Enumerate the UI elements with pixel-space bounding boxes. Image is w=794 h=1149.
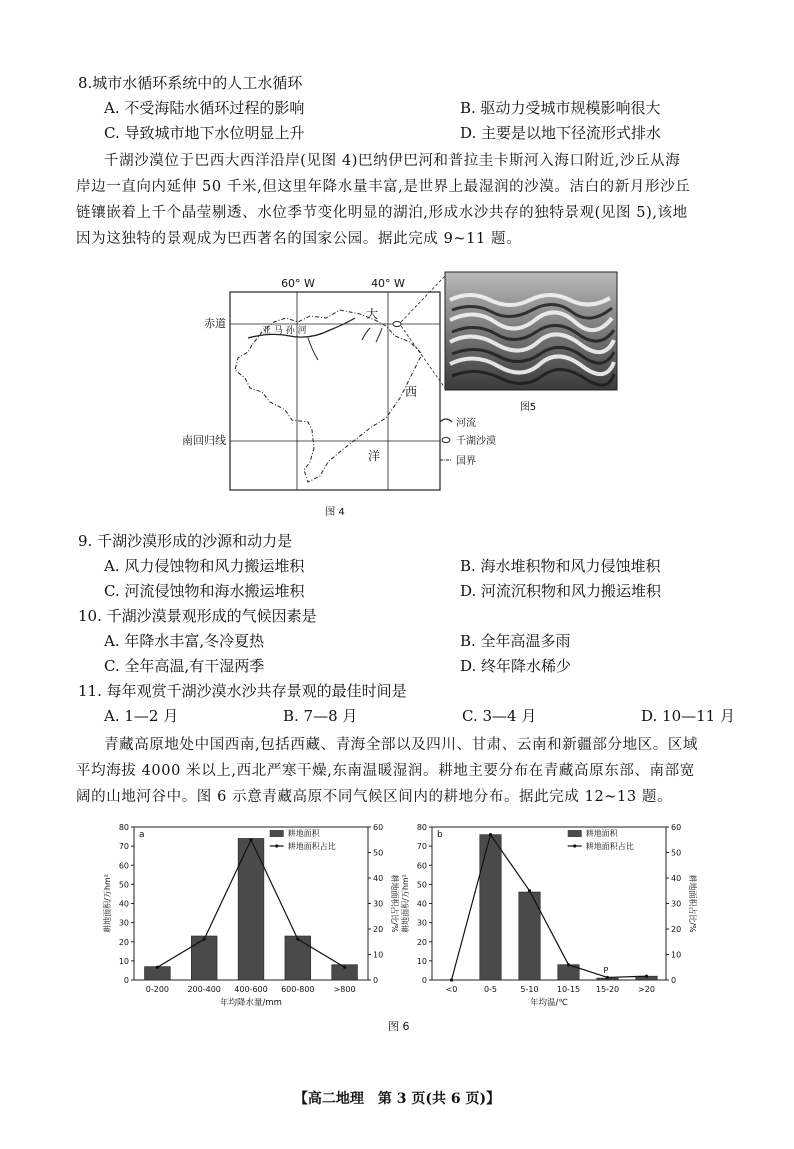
ocean-label-3: 洋 [368,449,381,463]
left-tick-label: 40 [118,899,129,909]
right-tick-label: 40 [373,874,384,883]
y-axis-right-label: 耕地面积占比/% [688,874,697,933]
passage1-line1: 千湖沙漠位于巴西大西洋沿岸(见图 4)巴纳伊巴河和普拉圭卡斯河入海口附近,沙丘从海 [104,153,681,169]
equator-label: 赤道 [204,317,226,330]
ocean-label-1: 大 [366,307,379,321]
share-point-200-400 [203,938,206,941]
right-tick-label: 20 [671,925,682,934]
q8-stem: 8.城市水循环系统中的人工水循环 [78,74,303,92]
legend-border: 国界 [456,456,476,467]
left-tick-label: 70 [416,842,427,852]
x-tick-label: <0 [445,985,458,994]
left-tick-label: 10 [118,956,129,966]
left-tick-label: 50 [416,880,427,890]
left-tick-label: 70 [118,842,129,852]
panel-label: b [437,830,443,840]
passage1-line3: 链镶嵌着上千个晶莹剔透、水位季节变化明显的湖泊,形成水沙共存的独特景观(见图 5),该地 [76,205,688,221]
share-point-10-15 [567,963,570,966]
passage2-line3: 阔的山地河谷中。图 6 示意青藏高原不同气候区间内的耕地分布。据此完成 12~13 题。 [76,789,673,805]
bar-200-400 [191,936,217,980]
tributary-river [308,338,318,360]
q10-stem: 10. 千湖沙漠景观形成的气候因素是 [78,607,317,625]
right-tick-label: 0 [671,976,677,985]
q8-option-d: D. 主要是以地下径流形式排水 [460,124,662,142]
left-tick-label: 0 [123,976,129,985]
page-footer: 【高二地理 第 3 页(共 6 页)】 [293,1091,501,1107]
x-tick-label: 0-200 [145,985,170,994]
ocean-label-2: 西 [405,385,418,399]
panel-label: a [139,830,145,840]
left-tick-label: 80 [416,823,427,832]
right-tick-label: 50 [373,848,384,858]
q9-option-a: A. 风力侵蚀物和风力搬运堆积 [104,557,305,575]
left-tick-label: 20 [416,937,427,947]
figure-4-caption: 图 4 [325,507,345,518]
share-point-0-5 [489,833,492,836]
y-axis-right-label: 耕地面积占比/% [390,874,399,933]
y-axis-left-label: 耕地面积/万hm² [103,874,112,933]
left-tick-label: 60 [416,861,427,871]
legend-bar-swatch [270,830,284,837]
share-point-5-10 [528,889,531,892]
figure-6-chart-b [398,815,698,1015]
q11-option-b: B. 7—8 月 [283,707,358,725]
left-tick-label: 40 [416,899,427,909]
x-tick-label: 200-400 [187,985,221,994]
q10-option-c: C. 全年高温,有干湿两季 [104,657,265,675]
share-point->20 [645,975,648,978]
share-point-15-20 [606,976,609,979]
q11-option-a: A. 1—2 月 [104,707,179,725]
x-axis-label: 年均降水量/mm [220,998,282,1008]
q11-stem: 11. 每年观赏千湖沙漠水沙共存景观的最佳时间是 [78,682,407,700]
q8-option-b: B. 驱动力受城市规模影响很大 [460,99,661,117]
x-tick-label: >20 [638,985,655,994]
q9-option-b: B. 海水堆积物和风力侵蚀堆积 [460,557,661,575]
right-tick-label: 40 [671,874,682,883]
share-point->800 [343,966,346,969]
legend-bar-label: 耕地面积 [287,829,320,838]
right-tick-label: 10 [373,950,384,960]
tropic-label: 南回归线 [182,434,226,447]
amazon-label: 亚 马 孙 河 [262,326,307,336]
right-tick-label: 0 [373,976,379,985]
q10-option-a: A. 年降水丰富,冬冷夏热 [104,632,265,650]
right-tick-label: 50 [671,848,682,858]
right-tick-label: 60 [671,823,682,832]
figure-6-caption: 图 6 [388,1020,410,1033]
legend-bar-label: 耕地面积 [585,829,618,838]
right-tick-label: 30 [373,899,384,909]
left-tick-label: 0 [421,976,427,985]
q9-stem: 9. 千湖沙漠形成的沙源和动力是 [78,532,293,550]
right-tick-label: 60 [373,823,384,832]
bar-0-5 [480,835,501,980]
legend-line-label: 耕地面积占比 [585,842,634,851]
x-tick-label: >800 [333,985,356,994]
legend-line-label: 耕地面积占比 [287,842,336,851]
legend-line-point [275,844,278,847]
q11-option-d: D. 10—11 月 [641,707,735,725]
left-tick-label: 30 [416,918,427,928]
q9-option-c: C. 河流侵蚀物和海水搬运堆积 [104,582,305,600]
y-axis-left-label: 耕地面积/万hm² [401,874,410,933]
figure-5-caption: 图5 [519,402,537,413]
passage2-line2: 平均海拔 4000 米以上,西北严寒干燥,东南温暖湿润。耕地主要分布在青藏高原东部、南部宽 [76,763,695,779]
legend-desert: 千湖沙漠 [456,436,496,447]
figure-6-chart-a [100,815,400,1015]
bar-600-800 [285,936,311,980]
x-tick-label: 15-20 [595,985,620,994]
q8-option-c: C. 导致城市地下水位明显上升 [104,124,305,142]
left-tick-label: 20 [118,937,129,947]
q8-option-a: A. 不受海陆水循环过程的影响 [104,99,305,117]
x-tick-label: 5-10 [520,985,539,994]
legend-bar-swatch [568,830,582,837]
annotation-p: P [603,966,609,976]
q11-option-c: C. 3—4 月 [462,707,537,725]
longitude-60w: 60° W [281,277,315,290]
left-tick-label: 30 [118,918,129,928]
q9-option-d: D. 河流沉积物和风力搬运堆积 [460,582,662,600]
x-tick-label: 400-600 [234,985,268,994]
share-point-400-600 [249,838,252,841]
passage2-line1: 青藏高原地处中国西南,包括西藏、青海全部以及四川、甘肃、云南和新疆部分地区。区域 [104,737,699,753]
q10-option-b: B. 全年高温多雨 [460,632,571,650]
q10-option-d: D. 终年降水稀少 [460,657,572,675]
share-point-600-800 [296,938,299,941]
left-tick-label: 10 [416,956,427,966]
left-tick-label: 50 [118,880,129,890]
legend-river: 河流 [456,418,476,429]
passage1-line2: 岸边一直向内延伸 50 千米,但这里年降水量丰富,是世界上最湿润的沙漠。洁白的新月形沙丘 [76,179,691,195]
x-tick-label: 0-5 [483,985,498,994]
longitude-40w: 40° W [371,277,405,290]
share-point-0-200 [156,966,159,969]
figure-4-map [182,270,650,520]
share-point-<0 [450,978,453,981]
left-tick-label: 80 [118,823,129,832]
passage1-line4: 因为这独特的景观成为巴西著名的国家公园。据此完成 9~11 题。 [76,231,522,247]
right-tick-label: 20 [373,925,384,934]
x-tick-label: 600-800 [281,985,315,994]
x-tick-label: 10-15 [556,985,581,994]
left-tick-label: 60 [118,861,129,871]
legend-line-point [573,844,576,847]
desert-location [393,322,401,327]
right-tick-label: 10 [671,950,682,960]
x-axis-label: 年均温/℃ [530,998,568,1008]
right-tick-label: 30 [671,899,682,909]
